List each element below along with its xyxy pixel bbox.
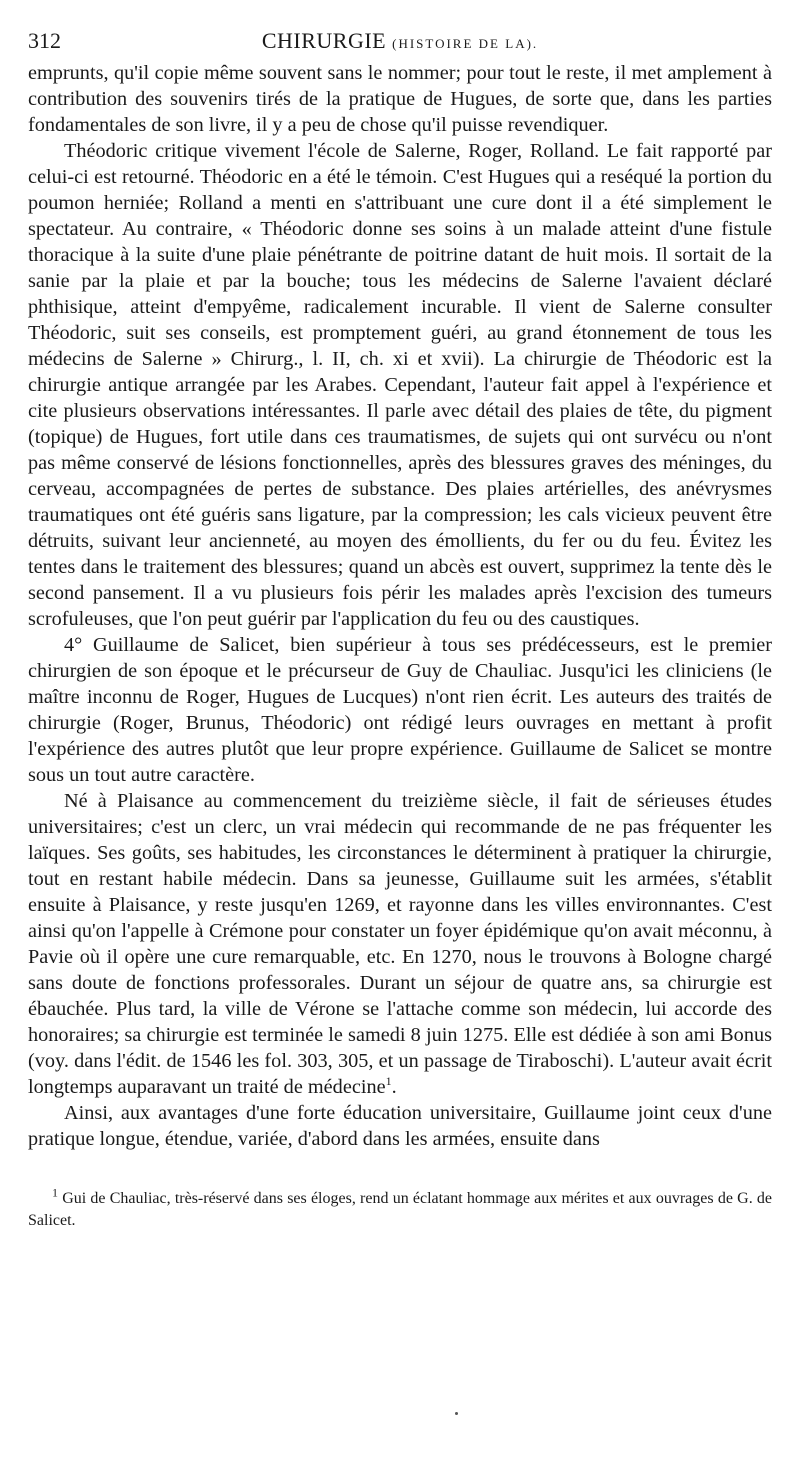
page-number: 312	[28, 28, 61, 53]
paragraph-salicet-life-text: Né à Plaisance au commencement du treizième siècle, il fait de sérieuses études universitaires; c'est un clerc, un vrai médecin qui recommande de ne pas fréquenter les laïques. Ses goûts, ses habitudes, les circonstances le déterminent à pratiquer la chirurgie, tout en restant habile médecin. Dans sa jeunesse, Guillaume suit les armées, s'établit ensuite à Plaisance, y reste jusqu'en 1269, et rayonne dans les villes environnantes. C'est ainsi qu'on l'appelle à Crémone pour constater un foyer épidémique qu'on avait méconnu, à Pavie où il opère une cure remarquable, etc. En 1270, nous le trouvons à Bologne chargé sans doute de fonctions professorales. Durant un séjour de quatre ans, sa chirurgie est ébauchée. Plus tard, la ville de Vérone se l'attache comme son médecin, lui accorde des honoraires; sa chirurgie est terminée le samedi 8 juin 1275. Elle est dédiée à son ami Bonus (voy. dans l'édit. de 1546 les fol. 303, 305, et un passage de Tiraboschi). L'auteur avait écrit longtemps auparavant un traité de médecine	[28, 790, 772, 1098]
paragraph-salicet-intro: 4° Guillaume de Salicet, bien supérieur à tous ses prédécesseurs, est le premier chirurgien de son époque et le précurseur de Guy de Chauliac. Jusqu'ici les cliniciens (le maître inconnu de Roger, Hugues de Lucques) n'ont rien écrit. Les auteurs des traités de chirurgie (Roger, Brunus, Théodoric) ont rédigé leurs ouvrages en mettant à profit l'expérience des autres plutôt que leur propre expérience. Guillaume de Salicet se montre sous un tout autre caractère.	[28, 634, 772, 786]
running-title	[28, 24, 772, 61]
running-title-main: CHIRURGIE	[261, 28, 387, 53]
running-title-sub: (HISTOIRE DE LA).	[392, 36, 539, 51]
footnote-reference: 1	[385, 1074, 392, 1089]
paragraph-theodoric: Théodoric critique vivement l'école de Salerne, Roger, Rolland. Le fait rapporté par celui-ci est retourné. Théodoric en a été le témoin. C'est Hugues qui a reséqué la portion du poumon herniée; Rolland a menti en s'attribuant une cure dont il a été simplement le spectateur. Au contraire, « Théodoric donne ses soins à un malade atteint d'une fistule thoracique à la suite d'une plaie pénétrante de poitrine datant de huit mois. Il sortait de la sanie par la plaie et par la bouche; tous les médecins de Salerne l'avaient déclaré phthisique, atteint d'empyême, radicalement incurable. Il vient de Salerne consulter Théodoric, suit ses conseils, est promptement guéri, au grand étonnement de tous les médecins de Salerne » Chirurg., l. II, ch. xi et xvii). La chirurgie de Théodoric est la chirurgie antique arrangée par les Arabes. Cependant, l'auteur fait appel à l'expérience et cite plusieurs observations intéressantes. Il parle avec détail des plaies de tête, du pigment (topique) de Hugues, fort utile dans ces traumatismes, de sujets qui ont survécu ou n'ont pas même conservé de lésions fonctionnelles, après des blessures graves des méninges, du cerveau, accompagnées de pertes de substance. Des plaies artérielles, des anévrysmes traumatiques ont été guéris sans ligature, par la compression; les cals vicieux peuvent être détruits, suivant leur ancienneté, au moyen des émollients, du fer ou du feu. Évitez les tentes dans le traitement des blessures; quand un abcès est ouvert, supprimez la tente dès le second pansement. Il a vu plusieurs fois périr les malades après l'excision des tumeurs scrofuleuses, que l'on peut guérir par l'application du feu ou des caustiques.	[28, 140, 772, 630]
paragraph-salicet-practice: Ainsi, aux avantages d'une forte éducation universitaire, Guillaume joint ceux d'une pratique longue, étendue, variée, d'abord dans les armées, ensuite dans	[28, 1102, 772, 1150]
footnotes	[28, 1185, 773, 1232]
print-speck	[455, 1412, 458, 1415]
running-head	[28, 24, 772, 58]
paragraph-salicet-life-end: .	[391, 1076, 397, 1098]
footnote-1	[28, 1185, 773, 1232]
paragraph-salicet-life	[28, 788, 772, 1100]
footnote-text: Gui de Chauliac, très-réservé dans ses éloges, rend un éclatant hommage aux mérites et aux ouvrages de G. de Salicet.	[28, 1190, 773, 1229]
book-page	[28, 24, 772, 1232]
paragraph-continuation: emprunts, qu'il copie même souvent sans le nommer; pour tout le reste, il met amplement à contribution des souvenirs tirés de la pratique de Hugues, de sorte que, dans les parties fondamentales de son livre, il y a peu de chose qu'il puisse revendiquer.	[28, 62, 772, 136]
footnote-marker: 1	[52, 1185, 58, 1200]
body-text	[28, 60, 772, 1152]
